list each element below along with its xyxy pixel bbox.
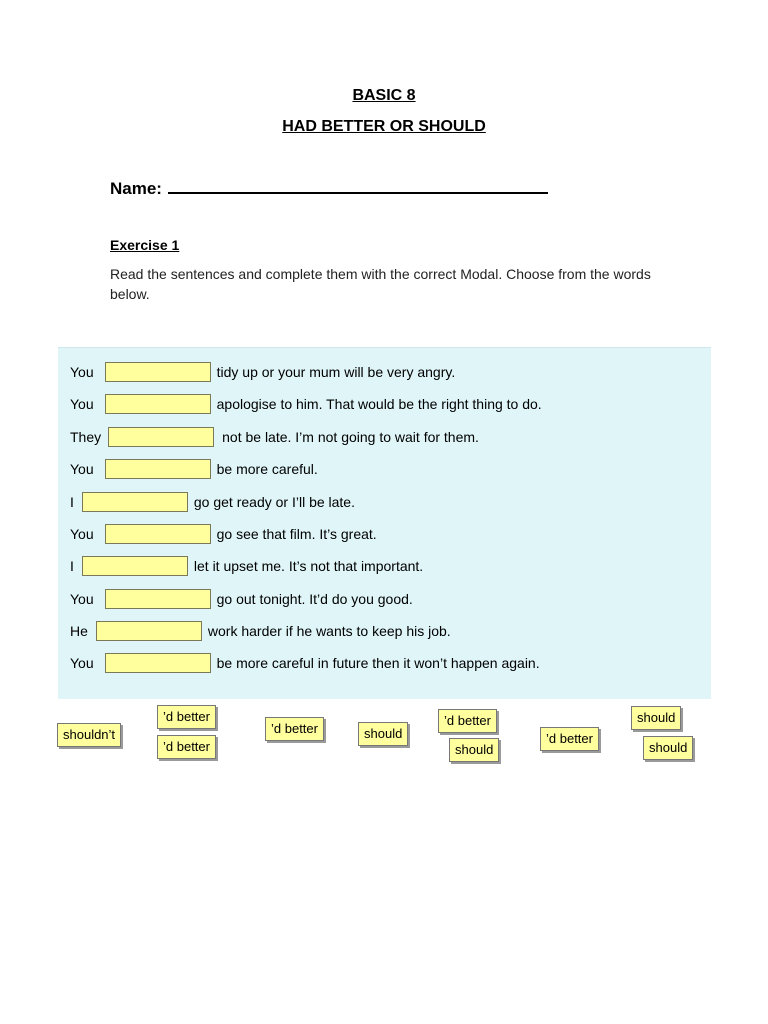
sentence-rest: not be late. I’m not going to wait for them.: [222, 429, 479, 445]
instructions: Read the sentences and complete them with the correct Modal. Choose from the words below.: [110, 266, 651, 302]
page-subtitle: HAD BETTER OR SHOULD: [282, 118, 486, 135]
sentence-subject: You: [70, 396, 94, 412]
name-blank[interactable]: [168, 178, 548, 194]
sentence-subject: I: [70, 494, 74, 510]
sentence-rest: go out tonight. It’d do you good.: [216, 591, 413, 607]
word-card[interactable]: ’d better: [438, 709, 497, 733]
answer-blank[interactable]: [105, 362, 211, 382]
sentence-subject: He: [70, 623, 88, 639]
answer-blank[interactable]: [105, 524, 211, 544]
sentence-subject: You: [70, 526, 94, 542]
word-card[interactable]: should: [643, 736, 693, 760]
sentence-row: [70, 491, 355, 513]
sentence-row: [70, 555, 423, 577]
sentence-rest: be more careful in future then it won’t happen again.: [216, 655, 540, 671]
sentence-subject: You: [70, 655, 94, 671]
word-card[interactable]: should: [449, 738, 499, 762]
name-label: Name:: [110, 179, 162, 198]
sentence-rest: be more careful.: [216, 461, 318, 477]
word-card[interactable]: ’d better: [265, 717, 324, 741]
sentence-row: [70, 458, 318, 480]
sentence-row: [70, 361, 455, 383]
sentence-rest: tidy up or your mum will be very angry.: [216, 364, 456, 380]
sentence-rest: let it upset me. It’s not that important.: [193, 558, 424, 574]
answer-blank[interactable]: [105, 653, 211, 673]
sentence-subject: You: [70, 591, 94, 607]
sentence-subject: They: [70, 429, 102, 445]
sentence-row: [70, 426, 479, 448]
sentence-row: [70, 652, 540, 674]
exercise-panel: [58, 347, 711, 699]
sentence-row: [70, 620, 451, 642]
sentence-rest: apologise to him. That would be the right thing to do.: [216, 396, 542, 412]
sentence-rest: work harder if he wants to keep his job.: [207, 623, 451, 639]
answer-blank[interactable]: [105, 394, 211, 414]
sentence-row: [70, 588, 413, 610]
word-card[interactable]: should: [358, 722, 408, 746]
page-title: BASIC 8: [352, 87, 416, 104]
answer-blank[interactable]: [96, 621, 202, 641]
word-card[interactable]: should: [631, 706, 681, 730]
sentence-rest: go see that film. It’s great.: [216, 526, 377, 542]
answer-blank[interactable]: [108, 427, 214, 447]
name-line: [110, 178, 548, 199]
sentence-row: [70, 393, 542, 415]
sentence-subject: I: [70, 558, 74, 574]
sentence-subject: You: [70, 364, 94, 380]
word-card[interactable]: ’d better: [157, 735, 216, 759]
sentence-row: [70, 523, 377, 545]
exercise-heading: Exercise 1: [110, 237, 180, 253]
word-card[interactable]: ’d better: [540, 727, 599, 751]
answer-blank[interactable]: [105, 589, 211, 609]
sentence-subject: You: [70, 461, 94, 477]
word-card[interactable]: shouldn’t: [57, 723, 121, 747]
answer-blank[interactable]: [82, 492, 188, 512]
answer-blank[interactable]: [82, 556, 188, 576]
word-card[interactable]: ’d better: [157, 705, 216, 729]
answer-blank[interactable]: [105, 459, 211, 479]
sentence-rest: go get ready or I’ll be late.: [193, 494, 355, 510]
